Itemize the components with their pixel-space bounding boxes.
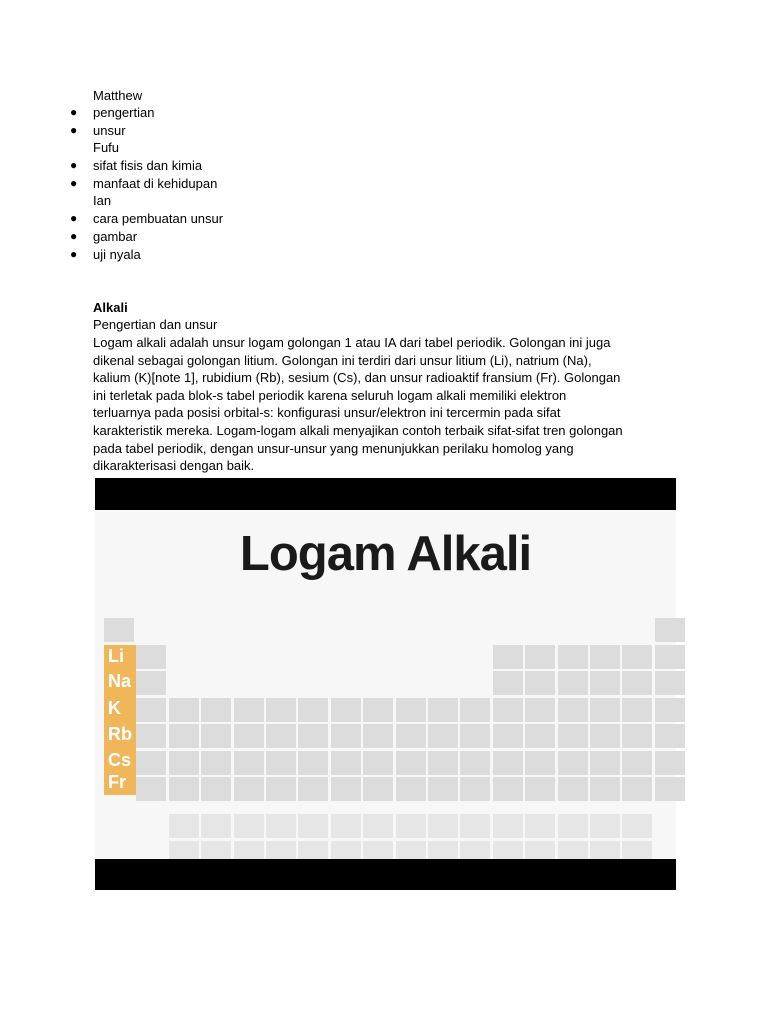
table-cell (525, 698, 555, 722)
outline-name: Matthew (93, 88, 143, 103)
table-cell (655, 751, 685, 775)
table-cell (590, 698, 620, 722)
table-cell (525, 645, 555, 669)
element-symbol: Rb (108, 724, 132, 744)
table-cell (622, 777, 652, 801)
table-cell (493, 698, 523, 722)
table-cell (234, 814, 264, 838)
table-cell (493, 814, 523, 838)
outline-bullet-item: cara pembuatan unsur (93, 211, 224, 226)
table-cell (622, 751, 652, 775)
paragraph-line: Logam alkali adalah unsur logam golongan 1 atau IA dari tabel periodik. Golongan ini juga (93, 335, 611, 350)
table-cell (655, 671, 685, 695)
table-cell (460, 777, 490, 801)
table-cell (363, 814, 393, 838)
table-cell (493, 724, 523, 748)
section-paragraph (93, 334, 683, 475)
outline-name: Ian (93, 193, 112, 208)
table-cell (525, 751, 555, 775)
table-cell (266, 724, 296, 748)
bullet-icon: ● (70, 176, 78, 190)
table-cell (363, 698, 393, 722)
element-symbol: Li (108, 646, 124, 666)
bullet-icon: ● (70, 158, 78, 172)
table-cell (558, 671, 588, 695)
paragraph-line: pada tabel periodik, dengan unsur-unsur yang menunjukkan perilaku homolog yang (93, 440, 574, 456)
table-cell (363, 724, 393, 748)
table-cell (331, 777, 361, 801)
table-cell (590, 777, 620, 801)
table-cell (169, 777, 199, 801)
table-cell (234, 777, 264, 801)
paragraph-line: terluarnya pada posisi orbital-s: konfigurasi unsur/elektron ini tercermin pada sifat (93, 405, 561, 421)
table-cell (396, 698, 426, 722)
table-cell (655, 777, 685, 801)
table-cell (136, 698, 166, 722)
table-cell (169, 698, 199, 722)
outline-bullet-item: sifat fisis dan kimia (93, 158, 203, 173)
table-cell (460, 724, 490, 748)
element-symbol: Fr (108, 772, 126, 792)
table-cell (525, 814, 555, 838)
table-cell (201, 724, 231, 748)
alkali-metals-image (95, 478, 676, 890)
table-cell (234, 724, 264, 748)
table-cell (428, 724, 458, 748)
table-cell (428, 698, 458, 722)
table-cell (266, 698, 296, 722)
table-cell (460, 751, 490, 775)
table-cell (396, 751, 426, 775)
table-cell (169, 814, 199, 838)
table-cell (493, 751, 523, 775)
table-cell (201, 777, 231, 801)
table-cell (558, 645, 588, 669)
table-cell (622, 698, 652, 722)
table-cell (590, 724, 620, 748)
table-cell (655, 724, 685, 748)
table-cell (558, 698, 588, 722)
table-cell (396, 814, 426, 838)
table-cell (525, 724, 555, 748)
table-cell (363, 777, 393, 801)
table-cell (558, 751, 588, 775)
table-cell (428, 751, 458, 775)
table-cell (655, 618, 685, 642)
image-bottom-bar (95, 859, 676, 890)
table-cell (396, 724, 426, 748)
table-cell (525, 777, 555, 801)
outline-bullet-item: unsur (93, 123, 126, 138)
element-symbol: K (108, 698, 121, 718)
table-cell (331, 698, 361, 722)
paragraph-line: ini terletak pada blok-s tabel periodik karena seluruh logam alkali memiliki elektron (93, 387, 567, 403)
table-cell (104, 618, 134, 642)
paragraph-line: dikenal sebagai golongan litium. Golongan ini terdiri dari unsur litium (Li), natrium (Na), (93, 352, 592, 368)
table-cell (525, 671, 555, 695)
table-cell (396, 777, 426, 801)
outline-name: Fufu (93, 140, 120, 155)
table-cell (622, 645, 652, 669)
table-cell (590, 671, 620, 695)
paragraph-line: karakteristik mereka. Logam-logam alkali menyajikan contoh terbaik sifat-sifat tren golongan (93, 422, 623, 438)
table-cell (363, 751, 393, 775)
outline-bullet-item: gambar (93, 229, 138, 244)
paragraph-line: kalium (K)[note 1], rubidium (Rb), sesium (Cs), dan unsur radioaktif fransium (Fr). Golongan (93, 370, 621, 386)
table-cell (558, 724, 588, 748)
section-heading: Alkali (93, 300, 128, 315)
table-cell (460, 814, 490, 838)
table-cell (428, 814, 458, 838)
element-symbol: Cs (108, 750, 132, 770)
table-cell (428, 777, 458, 801)
table-cell (622, 671, 652, 695)
table-cell (493, 777, 523, 801)
section-subheading: Pengertian dan unsur (93, 317, 218, 332)
table-cell (234, 698, 264, 722)
outline-bullet-item: manfaat di kehidupan (93, 176, 218, 191)
table-cell (136, 671, 166, 695)
table-cell (493, 645, 523, 669)
table-cell (590, 751, 620, 775)
table-cell (201, 814, 231, 838)
table-cell (655, 645, 685, 669)
table-cell (558, 814, 588, 838)
table-cell (136, 777, 166, 801)
outline-bullet-item: uji nyala (93, 247, 141, 262)
table-cell (331, 814, 361, 838)
table-cell (558, 777, 588, 801)
bullet-icon: ● (70, 229, 78, 243)
table-cell (298, 751, 328, 775)
table-cell (655, 698, 685, 722)
table-cell (460, 698, 490, 722)
bullet-icon: ● (70, 247, 78, 261)
table-cell (266, 814, 296, 838)
table-cell (298, 814, 328, 838)
bullet-icon: ● (70, 211, 78, 225)
table-cell (136, 751, 166, 775)
table-cell (266, 777, 296, 801)
table-cell (201, 698, 231, 722)
table-cell (493, 671, 523, 695)
table-cell (298, 777, 328, 801)
table-cell (298, 698, 328, 722)
bullet-icon: ● (70, 123, 78, 137)
table-cell (266, 751, 296, 775)
image-top-bar (95, 478, 676, 510)
outline-bullet-item: pengertian (93, 105, 155, 120)
table-cell (136, 645, 166, 669)
table-cell (622, 724, 652, 748)
table-cell (331, 751, 361, 775)
table-cell (590, 645, 620, 669)
table-cell (201, 751, 231, 775)
element-symbol: Na (108, 671, 132, 691)
table-cell (234, 751, 264, 775)
paragraph-line: dikarakterisasi dengan baik. (93, 458, 255, 474)
table-cell (622, 814, 652, 838)
table-cell (169, 751, 199, 775)
table-cell (298, 724, 328, 748)
table-cell (331, 724, 361, 748)
table-cell (136, 724, 166, 748)
table-cell (169, 724, 199, 748)
image-title: Logam Alkali (239, 527, 532, 581)
table-cell (590, 814, 620, 838)
bullet-icon: ● (70, 105, 78, 119)
